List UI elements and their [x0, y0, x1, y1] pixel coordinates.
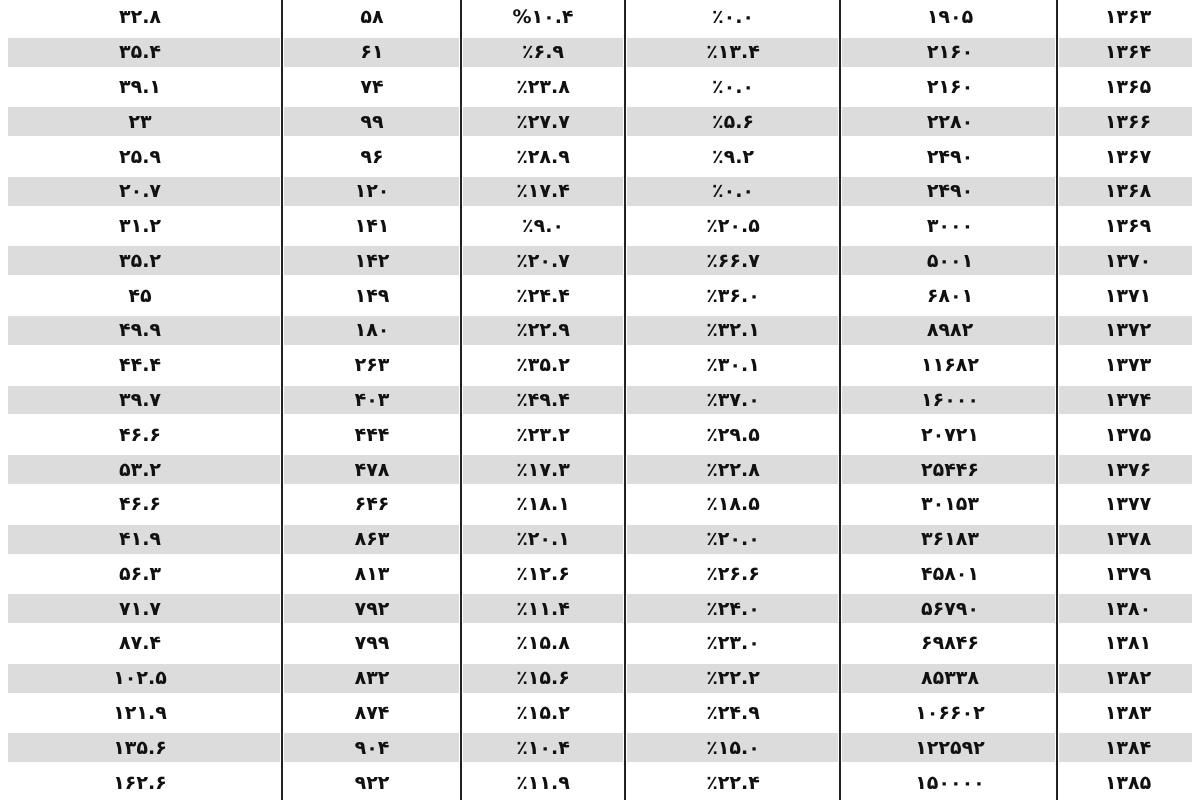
table-cell: ۱۳۷۰	[1104, 249, 1152, 272]
table-cell: ٪۱۳.۴	[706, 41, 760, 64]
table-cell: ٪۲۴.۰	[706, 597, 760, 620]
table-cell: ٪۲۸.۹	[516, 145, 570, 168]
table-cell: ٪۲۰.۰	[706, 528, 760, 551]
table-cell: ٪۱۵.۶	[516, 667, 570, 690]
table-cell: ٪۲۳.۰	[706, 632, 760, 655]
table-cell: ٪۹.۲	[712, 145, 755, 168]
table-cell: ۱۳۷۶	[1104, 458, 1152, 481]
table-cell: ۱۳۷۸	[1104, 528, 1152, 551]
table-cell: ۶۱	[360, 41, 384, 64]
table-cell: ٪۲۳.۸	[516, 75, 570, 98]
table-cell: ٪۲۷.۷	[516, 110, 570, 133]
table-cell: ۹۰۴	[354, 736, 390, 759]
table-cell: ۷۱.۷	[119, 597, 162, 620]
table-cell: ٪۱۱.۹	[516, 771, 570, 794]
table-row	[0, 522, 1200, 557]
table-cell: ۱۳۵.۶	[113, 736, 167, 759]
table-cell: ۱۳۷۵	[1104, 423, 1152, 446]
table-cell: ۱۳۸۲	[1104, 667, 1152, 690]
table-cell: ٪۲۲.۲	[706, 667, 760, 690]
table-cell: ٪۱۱.۴	[516, 597, 570, 620]
table-cell: ۵۶.۳	[119, 562, 162, 585]
table-cell: ٪۱۵.۰	[706, 736, 760, 759]
table-cell: ۴۵۸۰۱	[921, 562, 979, 585]
table-cell: ۱۳۶۷	[1104, 145, 1152, 168]
table-row	[0, 383, 1200, 418]
table-cell: ٪۱۲.۶	[516, 562, 570, 585]
table-row	[0, 661, 1200, 696]
table-cell: ٪۱۷.۴	[516, 180, 570, 203]
table-cell: ٪۱۵.۲	[516, 702, 570, 725]
table-row	[0, 209, 1200, 244]
table-cell: ۱۴۹	[354, 284, 390, 307]
table-cell: ٪۳۲.۱	[706, 319, 760, 342]
table-cell: ۵۶۷۹۰	[921, 597, 979, 620]
table-cell: ٪۲۴.۹	[706, 702, 760, 725]
table-cell: ٪۳۰.۱	[706, 354, 760, 377]
table-cell: ۱۶۲.۶	[113, 771, 167, 794]
table-cell: ۱۳۶۵	[1104, 75, 1152, 98]
table-cell: ۴۴۴	[354, 423, 390, 446]
table-cell: ٪۱۷.۳	[516, 458, 570, 481]
table-row	[0, 765, 1200, 800]
table-cell: ۱۳۸۰	[1104, 597, 1152, 620]
table-cell: ٪۲۴.۴	[516, 284, 570, 307]
table-cell: ۱۳۸۴	[1104, 736, 1152, 759]
table-cell: ۱۳۷۷	[1104, 493, 1152, 516]
table-cell: ۱۳۷۹	[1104, 562, 1152, 585]
table-cell: ٪۶۶.۷	[706, 249, 760, 272]
table-cell: ٪۳۷.۰	[706, 388, 760, 411]
table-cell: ۱۲۲۵۹۲	[915, 736, 985, 759]
table-cell: ۱۳۸۳	[1104, 702, 1152, 725]
table-cell: ۱۴۱	[354, 215, 390, 238]
table-cell: ۱۳۷۴	[1104, 388, 1152, 411]
table-cell: ٪۲۲.۹	[516, 319, 570, 342]
table-cell: ٪۹.۰	[522, 215, 565, 238]
table-cell: ۶۴۶	[354, 493, 390, 516]
table-cell: %۱۰.۴	[512, 6, 574, 29]
table-cell: ۴۶.۶	[119, 423, 162, 446]
table-cell: ۳۰۱۵۳	[921, 493, 979, 516]
table-row	[0, 70, 1200, 105]
table-cell: ۱۳۷۱	[1104, 284, 1152, 307]
column-divider	[1056, 0, 1058, 800]
column-divider	[460, 0, 462, 800]
table-cell: ۵۳.۲	[119, 458, 162, 481]
column-divider	[624, 0, 626, 800]
table-cell: ۸۹۸۲	[926, 319, 974, 342]
table-cell: ۴۴.۴	[119, 354, 162, 377]
table-cell: ۳۹.۷	[119, 388, 162, 411]
table-cell: ۵۸	[360, 6, 384, 29]
table-cell: ۸۷۴	[354, 702, 390, 725]
table-cell: ۱۰۲.۵	[113, 667, 167, 690]
table-cell: ۹۲۲	[354, 771, 390, 794]
table-cell: ۱۳۶۴	[1104, 41, 1152, 64]
table-cell: ۶۸۰۱	[926, 284, 974, 307]
table-cell: ٪۳۶.۰	[706, 284, 760, 307]
table-row	[0, 696, 1200, 731]
table-cell: ۴۷۸	[354, 458, 390, 481]
table-cell: ٪۶.۹	[522, 41, 565, 64]
table-cell: ۱۱۶۸۲	[921, 354, 979, 377]
table-cell: ۲۰.۷	[119, 180, 162, 203]
table-cell: ۹۹	[360, 110, 384, 133]
table-cell: ٪۰.۰	[712, 6, 755, 29]
table-cell: ۲۴۹۰	[926, 180, 974, 203]
table-cell: ۲۰۷۲۱	[921, 423, 979, 446]
table-cell: ۸۵۳۳۸	[921, 667, 979, 690]
table-cell: ۲۱۶۰	[926, 41, 974, 64]
table-cell: ۱۲۱.۹	[113, 702, 167, 725]
table-cell: ٪۳۵.۲	[516, 354, 570, 377]
table-cell: ٪۱۰.۴	[516, 736, 570, 759]
table-cell: ۳۹.۱	[119, 75, 162, 98]
table-cell: ۱۳۶۳	[1104, 6, 1152, 29]
table-cell: ٪۲۳.۲	[516, 423, 570, 446]
table-cell: ۸۶۳	[354, 528, 390, 551]
table-cell: ۴۰۳	[354, 388, 390, 411]
table-cell: ۲۵.۹	[119, 145, 162, 168]
table-cell: ۱۳۶۹	[1104, 215, 1152, 238]
table-cell: ۹۶	[360, 145, 384, 168]
table-cell: ٪۲۰.۵	[706, 215, 760, 238]
table-cell: ٪۱۵.۸	[516, 632, 570, 655]
table-cell: ۱۵۰۰۰۰	[915, 771, 985, 794]
table-row	[0, 557, 1200, 592]
table-row	[0, 243, 1200, 278]
table-cell: ۱۶۰۰۰	[921, 388, 979, 411]
table-cell: ۳۰۰۰	[926, 215, 974, 238]
table-cell: ۱۳۶۶	[1104, 110, 1152, 133]
table-cell: ۸۱۳	[354, 562, 390, 585]
table-cell: ۱۳۶۸	[1104, 180, 1152, 203]
table-cell: ٪۱۸.۵	[706, 493, 760, 516]
table-cell: ۱۴۲	[354, 249, 390, 272]
table-row	[0, 417, 1200, 452]
table-cell: ۱۳۸۱	[1104, 632, 1152, 655]
table-cell: ۲۱۶۰	[926, 75, 974, 98]
table-cell: ۱۳۷۳	[1104, 354, 1152, 377]
table-row	[0, 104, 1200, 139]
table-cell: ۱۹۰۵	[926, 6, 974, 29]
table-cell: ۷۹۹	[354, 632, 390, 655]
table-cell: ۴۶.۶	[119, 493, 162, 516]
table-row	[0, 174, 1200, 209]
table-cell: ۵۰۰۱	[926, 249, 974, 272]
table-row	[0, 0, 1200, 35]
table-cell: ۱۰۶۶۰۲	[915, 702, 985, 725]
table-cell: ۲۲۸۰	[926, 110, 974, 133]
table-cell: ۳۵.۲	[119, 249, 162, 272]
column-divider	[281, 0, 283, 800]
table-row	[0, 35, 1200, 70]
table-cell: ۲۴۹۰	[926, 145, 974, 168]
table-cell: ٪۲۲.۸	[706, 458, 760, 481]
table-cell: ٪۰.۰	[712, 75, 755, 98]
table-row	[0, 591, 1200, 626]
table-cell: ۸۳۲	[354, 667, 390, 690]
table-cell: ٪۲۲.۴	[706, 771, 760, 794]
table-cell: ٪۲۹.۵	[706, 423, 760, 446]
table-cell: ۴۱.۹	[119, 528, 162, 551]
table-cell: ۳۲.۸	[119, 6, 162, 29]
table-cell: ۲۵۴۴۶	[921, 458, 979, 481]
table-row	[0, 487, 1200, 522]
table-cell: ٪۲۰.۱	[516, 528, 570, 551]
table-cell: ۴۵	[128, 284, 152, 307]
table-cell: ٪۲۶.۶	[706, 562, 760, 585]
table-cell: ۶۹۸۴۶	[921, 632, 979, 655]
table-row	[0, 730, 1200, 765]
table-cell: ۳۵.۴	[119, 41, 162, 64]
table-cell: ۱۲۰	[354, 180, 390, 203]
table-cell: ٪۱۸.۱	[516, 493, 570, 516]
table-row	[0, 452, 1200, 487]
table-cell: ٪۵.۶	[712, 110, 755, 133]
table-row	[0, 626, 1200, 661]
table-cell: ۲۶۳	[354, 354, 390, 377]
table-cell: ۱۳۸۵	[1104, 771, 1152, 794]
table-cell: ٪۰.۰	[712, 180, 755, 203]
table-cell: ۴۹.۹	[119, 319, 162, 342]
table-row	[0, 348, 1200, 383]
table-cell: ۲۳	[128, 110, 152, 133]
table-cell: ۳۶۱۸۳	[921, 528, 979, 551]
column-divider	[839, 0, 841, 800]
table-cell: ۷۴	[360, 75, 384, 98]
table-cell: ۸۷.۴	[119, 632, 162, 655]
table-row	[0, 278, 1200, 313]
table-cell: ٪۴۹.۴	[516, 388, 570, 411]
table-cell: ۷۹۲	[354, 597, 390, 620]
table-cell: ٪۲۰.۷	[516, 249, 570, 272]
table-cell: ۱۳۷۲	[1104, 319, 1152, 342]
table-row	[0, 139, 1200, 174]
table-cell: ۳۱.۲	[119, 215, 162, 238]
table-cell: ۱۸۰	[354, 319, 390, 342]
table-row	[0, 313, 1200, 348]
